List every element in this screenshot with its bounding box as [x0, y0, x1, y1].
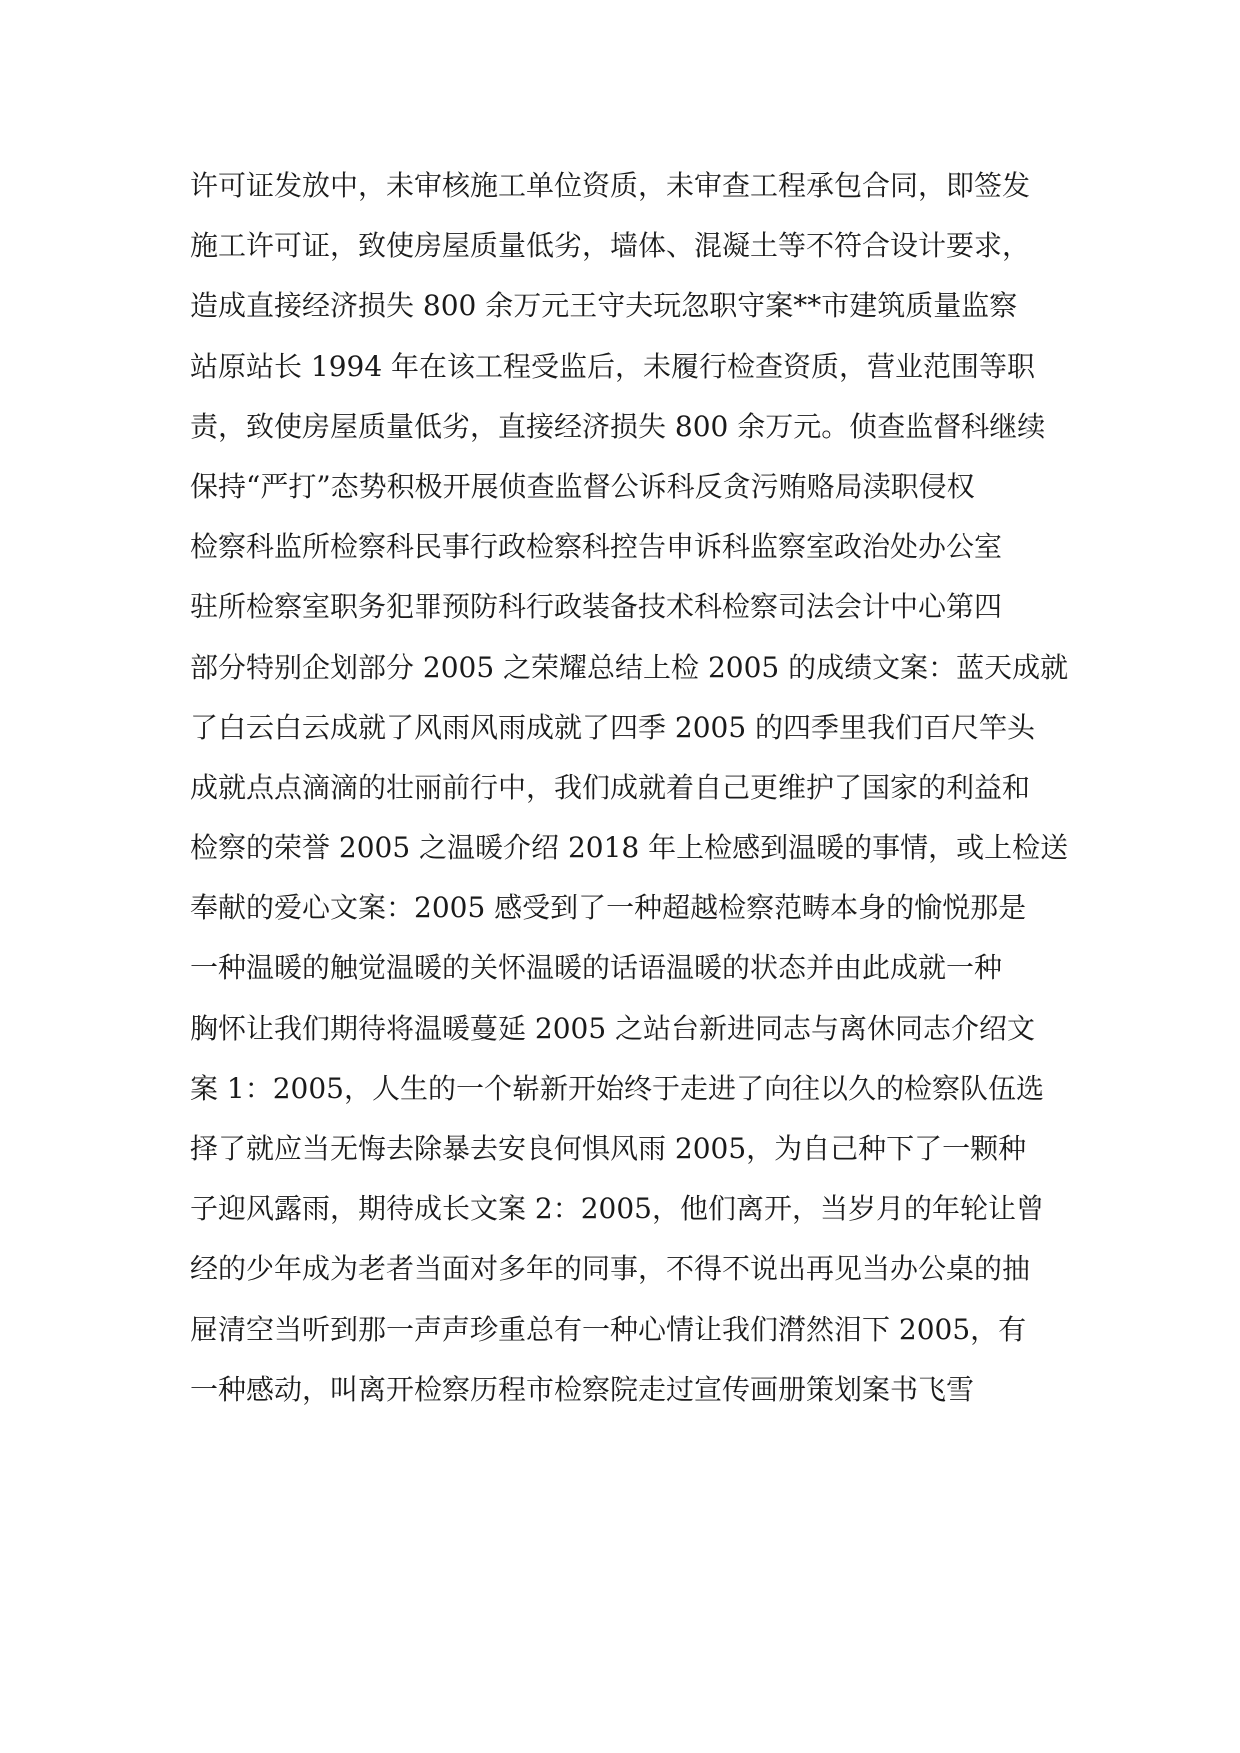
text-line: 驻所检察室职务犯罪预防科行政装备技术科检察司法会计中心第四: [190, 590, 1003, 624]
text-line: 检察的荣誉 2005 之温暖介绍 2018 年上检感到温暖的事情，或上检送: [190, 831, 1069, 865]
text-line: 奉献的爱心文案：2005 感受到了一种超越检察范畴本身的愉悦那是: [190, 891, 1027, 925]
text-line: 责，致使房屋质量低劣，直接经济损失 800 余万元。侦查监督科继续: [190, 409, 1046, 443]
text-line: 胸怀让我们期待将温暖蔓延 2005 之站台新进同志与离休同志介绍文: [190, 1011, 1036, 1045]
text-line: 择了就应当无悔去除暴去安良何惧风雨 2005，为自己种下了一颗种: [190, 1132, 1027, 1165]
text-line: 了白云白云成就了风雨风雨成就了四季 2005 的四季里我们百尺竿头: [190, 710, 1036, 744]
text-line: 经的少年成为老者当面对多年的同事，不得不说出再见当办公桌的抽: [190, 1252, 1031, 1286]
text-line: 案 1：2005，人生的一个崭新开始终于走进了向往以久的检察队伍选: [190, 1071, 1044, 1105]
text-line: 保持“严打”态势积极开展侦查监督公诉科反贪污贿赂局渎职侵权: [190, 469, 975, 503]
text-line: 屉清空当听到那一声声珍重总有一种心情让我们潸然泪下 2005，有: [190, 1312, 1027, 1346]
text-line: 成就点点滴滴的壮丽前行中，我们成就着自己更维护了国家的利益和: [190, 770, 1031, 804]
text-line: 检察科监所检察科民事行政检察科控告申诉科监察室政治处办公室: [190, 530, 1003, 564]
text-line: 子迎风露雨，期待成长文案 2：2005，他们离开，当岁月的年轮让曾: [190, 1192, 1044, 1226]
text-line: 施工许可证，致使房屋质量低劣，墙体、混凝土等不符合设计要求，: [190, 229, 1031, 263]
body-text: [190, 156, 1070, 1420]
text-line: 一种温暖的触觉温暖的关怀温暖的话语温暖的状态并由此成就一种: [190, 951, 1003, 985]
text-line: 一种感动，叫离开检察历程市检察院走过宣传画册策划案书飞雪: [190, 1372, 975, 1406]
text-line: 站原站长 1994 年在该工程受监后，未履行检查资质，营业范围等职: [190, 349, 1036, 383]
text-line: 造成直接经济损失 800 余万元王守夫玩忽职守案**市建筑质量监察: [190, 289, 1018, 323]
text-line: 部分特别企划部分 2005 之荣耀总结上检 2005 的成绩文案：蓝天成就: [190, 650, 1069, 684]
text-line: 许可证发放中，未审核施工单位资质，未审查工程承包合同，即签发: [190, 169, 1031, 202]
